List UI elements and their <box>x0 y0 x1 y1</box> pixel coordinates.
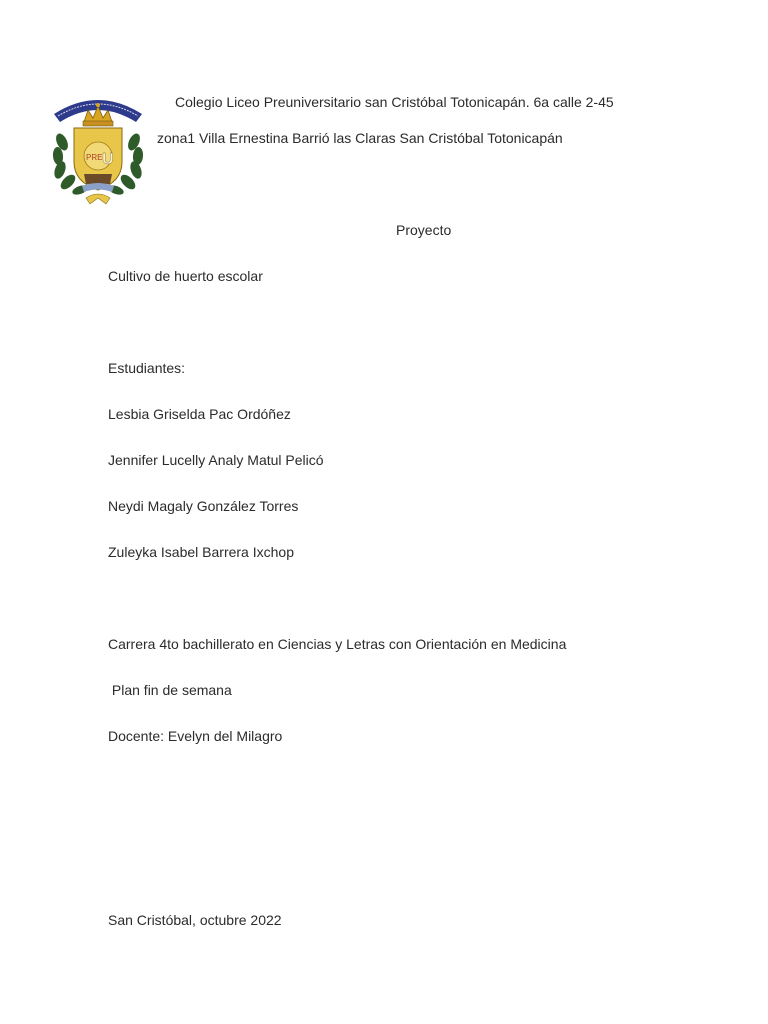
crest-letter: U <box>102 151 114 168</box>
svg-text:PRE: PRE <box>86 153 103 162</box>
student-name: Lesbia Griselda Pac Ordóñez <box>108 406 291 422</box>
student-name: Zuleyka Isabel Barrera Ixchop <box>108 544 294 560</box>
teacher-line: Docente: Evelyn del Milagro <box>108 728 283 744</box>
header-line-2: zona1 Villa Ernestina Barrió las Claras San Cristóbal Totonicapán <box>157 130 563 146</box>
plan-line: Plan fin de semana <box>108 682 232 698</box>
place-date: San Cristóbal, octubre 2022 <box>108 912 282 928</box>
header-line-1: Colegio Liceo Preuniversitario san Cristóbal Totonicapán. 6a calle 2-45 <box>175 94 614 110</box>
career-line: Carrera 4to bachillerato en Ciencias y Letras con Orientación en Medicina <box>108 636 567 652</box>
project-title: Cultivo de huerto escolar <box>108 268 263 284</box>
student-name: Jennifer Lucelly Analy Matul Pelicó <box>108 452 324 468</box>
document-type: Proyecto <box>396 222 452 238</box>
students-heading: Estudiantes: <box>108 360 186 376</box>
school-crest-icon <box>48 92 148 210</box>
student-name: Neydi Magaly González Torres <box>108 498 299 514</box>
